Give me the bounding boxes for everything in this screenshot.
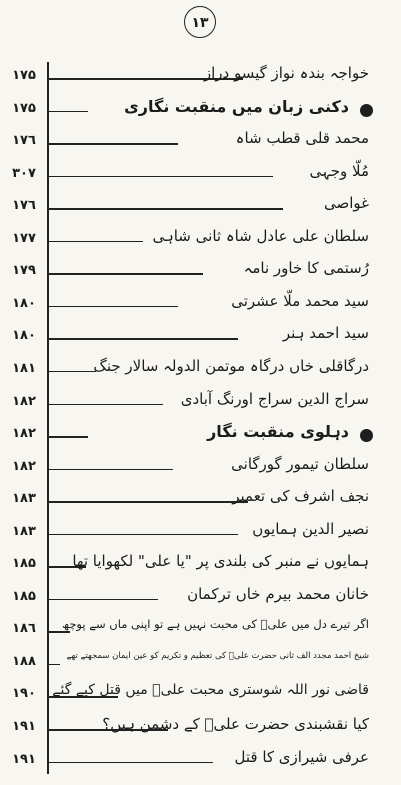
- toc-entry: [0, 713, 401, 741]
- toc-entry: [0, 680, 401, 708]
- toc-leader-line: [48, 599, 158, 601]
- toc-page-number: ١٨١: [12, 360, 36, 376]
- toc-title: خانان محمد بیرم خاں ترکمان: [187, 584, 369, 603]
- toc-title: درگاقلی خاں درگاہ موتمن الدولہ سالار جنگ: [93, 356, 369, 375]
- bullet-icon: [360, 104, 373, 117]
- toc-page-number: ١٨٢: [12, 426, 36, 442]
- toc-title: غواصی: [324, 194, 369, 213]
- toc-entry: [0, 257, 401, 285]
- toc-leader-line: [48, 241, 143, 243]
- toc-title: نصیر الدین ہمایوں: [252, 519, 369, 538]
- toc-page-number: ١٨۵: [12, 556, 36, 572]
- toc-leader-line: [48, 306, 178, 308]
- toc-title: سید احمد ہنر: [282, 324, 369, 343]
- toc-entry: [0, 355, 401, 383]
- toc-section-heading: [0, 420, 401, 448]
- toc-title: خواجہ بندہ نواز گیسو دراز: [203, 64, 369, 82]
- toc-page-number: ١٨٨: [12, 653, 36, 669]
- toc-leader-line: [48, 208, 283, 210]
- toc-leader-line: [48, 631, 70, 633]
- toc-leader-line: [48, 404, 163, 406]
- toc-leader-line: [48, 664, 60, 666]
- toc-title: ہمایوں نے منبر کی بلندی پر "یا علی" لکھوایا تھا: [72, 552, 369, 571]
- toc-title: سید محمد ملّا عشرتی: [231, 291, 369, 310]
- toc-page-number: ١٨٠: [12, 295, 36, 311]
- toc-leader-line: [48, 338, 238, 340]
- toc-title: محمد قلی قطب شاہ: [235, 129, 369, 148]
- toc-page-number: ١٧٦: [12, 133, 36, 149]
- toc-page-number: ١٨۵: [12, 588, 36, 604]
- toc-entry: [0, 388, 401, 416]
- toc-entry: [0, 485, 401, 513]
- toc-entry: [0, 453, 401, 481]
- toc-entry: [0, 583, 401, 611]
- toc-leader-line: [48, 534, 238, 536]
- toc-page-number: ١٧٩: [12, 263, 36, 279]
- toc-leader-line: [48, 111, 88, 113]
- toc-title: کیا نقشبندی حضرت علیؑ کے دشمن ہیں؟: [102, 715, 369, 733]
- toc-title: عرفی شیرازی کا قتل: [234, 747, 369, 766]
- toc-page-number: ١٩١: [12, 751, 36, 767]
- toc-leader-line: [48, 762, 213, 764]
- toc-page-number: ١٨٣: [12, 491, 36, 507]
- toc-page-number: ١٨٦: [12, 621, 36, 637]
- toc-entry: [0, 62, 401, 90]
- toc-entry: [0, 648, 401, 676]
- toc-page-number: ١٨٢: [12, 458, 36, 474]
- toc-title: شیخ احمد مجدد الف ثانی حضرت علیؑ کی تعظیم و تکریم کو عین ایمان سمجھتے تھے: [66, 650, 369, 661]
- toc-page-number: ١٩١: [12, 719, 36, 734]
- toc-page-number: ١٧٧: [12, 230, 36, 246]
- toc-leader-line: [48, 143, 178, 145]
- toc-entry: [0, 550, 401, 578]
- toc-title: دہلوی منقبت نگار: [207, 422, 349, 442]
- toc-title: قاضی نور اللہ شوستری محبت علیؑ میں قتل کیے گئے: [52, 682, 369, 699]
- toc-title: رُستمی کا خاور نامہ: [243, 259, 369, 278]
- toc-title: سلطان علی عادل شاہ ثانی شاہی: [152, 226, 369, 245]
- toc-page-number: ١٨٢: [12, 393, 36, 409]
- toc-page-number: ١٨٠: [12, 328, 36, 344]
- toc-title: نجف اشرف کی تعمیر: [232, 487, 369, 506]
- toc-entry: [0, 290, 401, 318]
- toc-page-number: ١٩٠: [12, 686, 36, 702]
- toc-entry: [0, 518, 401, 546]
- toc-section-heading: [0, 95, 401, 123]
- bullet-icon: [360, 429, 373, 442]
- toc-entry: [0, 322, 401, 350]
- toc-page-number: ١٧۵: [12, 68, 36, 83]
- toc-entry: [0, 127, 401, 155]
- toc-leader-line: [48, 501, 248, 503]
- toc-page-number: ١٧٦: [12, 198, 36, 214]
- toc-leader-line: [48, 371, 96, 373]
- toc-leader-line: [48, 436, 88, 438]
- toc-title: سلطان تیمور گورگانی: [231, 454, 369, 473]
- toc-page-number: ٣٠٧: [12, 165, 36, 181]
- toc-entry: [0, 225, 401, 253]
- toc-title: سراج الدین سراج اورنگ آبادی: [180, 389, 369, 408]
- toc-entry: [0, 192, 401, 220]
- toc-entry: [0, 746, 401, 774]
- toc-title: دکنی زبان میں منقبت نگاری: [124, 96, 349, 116]
- toc-leader-line: [48, 176, 273, 178]
- toc-page-number: ١٧۵: [12, 100, 36, 116]
- toc-title: اگر تیرے دل میں علیؑ کی محبت نہیں ہے تو اپنی ماں سے پوچھ: [62, 617, 369, 632]
- toc-leader-line: [48, 469, 173, 471]
- toc-title: مُلّا وجہی: [309, 161, 369, 180]
- toc-page-number: ١٨٣: [12, 523, 36, 539]
- page-number: ١٣: [184, 6, 216, 38]
- toc-leader-line: [48, 273, 203, 275]
- toc-entry: [0, 160, 401, 188]
- toc-entry: [0, 615, 401, 643]
